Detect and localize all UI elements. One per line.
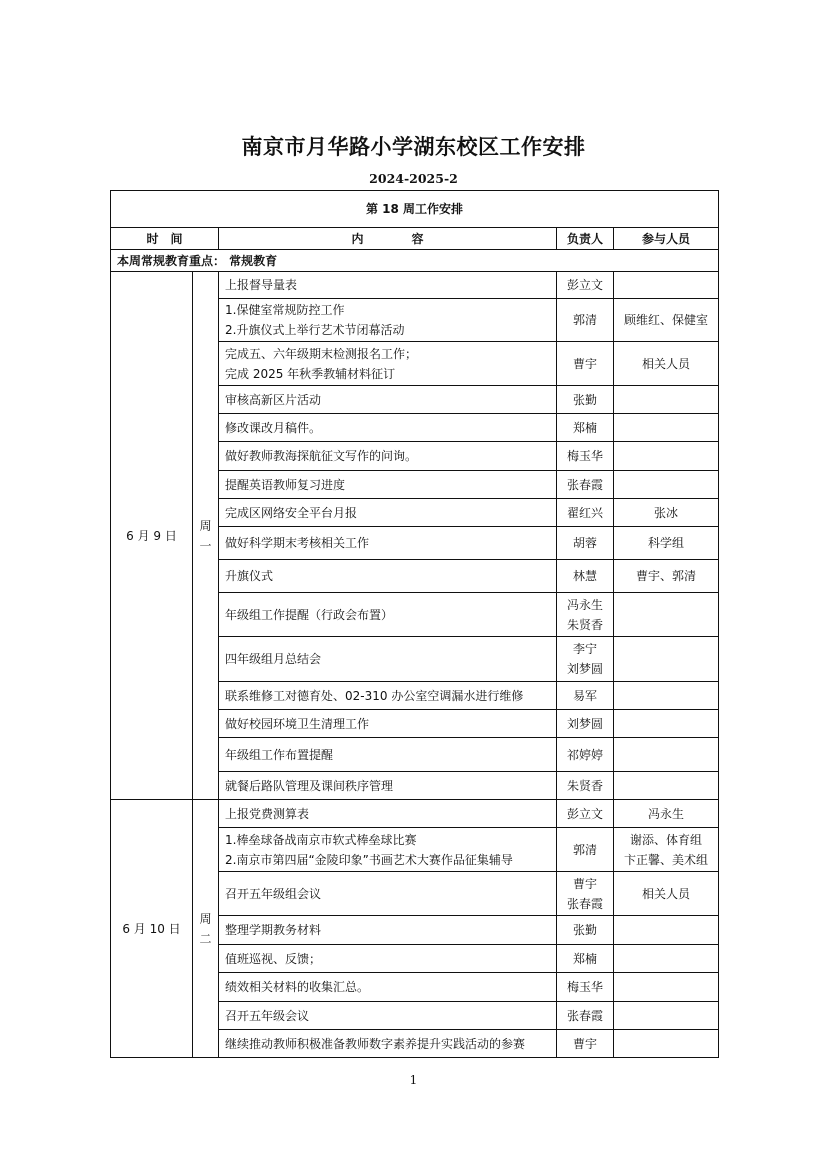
task-content — [219, 499, 557, 527]
owner-name: 郑楠 — [572, 951, 597, 966]
participants-cell — [614, 560, 719, 593]
task-content — [219, 637, 557, 682]
owner-name: 彭立文 — [566, 278, 603, 292]
task-line: 整理学期教务材料 — [225, 923, 322, 937]
task-content — [219, 272, 557, 299]
owner-name: 曹宇 — [572, 1036, 597, 1051]
owner-cell — [557, 828, 614, 872]
owner-name: 郭清 — [572, 842, 597, 857]
participant-entry: 曹宇、郭清 — [636, 569, 697, 583]
task-content — [219, 386, 557, 414]
page-subtitle: 2024-2025-2 — [369, 171, 458, 186]
participants-cell — [614, 710, 719, 738]
owner-cell — [557, 499, 614, 527]
participants-cell — [614, 1002, 719, 1030]
task-content — [219, 828, 557, 872]
owner-name: 翟红兴 — [566, 505, 603, 520]
owner-cell — [557, 738, 614, 772]
owner-name: 胡蓉 — [572, 536, 597, 550]
task-line: 升旗仪式 — [225, 569, 274, 583]
participants-cell — [614, 471, 719, 499]
task-content — [219, 299, 557, 342]
owner-name: 张春霞 — [566, 1008, 603, 1023]
owner-name: 彭立文 — [566, 806, 603, 821]
task-content — [219, 342, 557, 386]
task-content — [219, 527, 557, 560]
participant-entry: 谢添、体育组 — [630, 832, 703, 847]
owner-cell — [557, 342, 614, 386]
owner-name: 张勤 — [572, 392, 597, 407]
task-line: 1.保健室常规防控工作 — [225, 303, 345, 317]
owner-cell — [557, 593, 614, 637]
table-row — [111, 272, 719, 299]
task-content — [219, 945, 557, 973]
owner-cell — [557, 442, 614, 471]
task-line: 完成区网络安全平台月报 — [225, 505, 358, 520]
owner-cell — [557, 299, 614, 342]
participants-cell — [614, 637, 719, 682]
owner-cell — [557, 414, 614, 442]
date-cell: 6 月 10 日 — [111, 800, 193, 1058]
participants-cell — [614, 682, 719, 710]
participants-cell — [614, 527, 719, 560]
weekday-cell — [193, 272, 219, 800]
owner-name: 刘梦圆 — [566, 716, 603, 731]
participants-cell — [614, 945, 719, 973]
task-line: 上报督导量表 — [225, 278, 298, 292]
weekday-char: 周 — [199, 911, 212, 926]
participants-cell — [614, 442, 719, 471]
owner-name: 曹宇 — [572, 356, 597, 371]
task-content — [219, 414, 557, 442]
owner-cell — [557, 1002, 614, 1030]
task-line: 修改课改月稿件。 — [225, 420, 322, 435]
schedule-table — [110, 190, 719, 1058]
header-row — [111, 228, 719, 250]
owner-name: 朱贤香 — [566, 617, 603, 632]
task-line: 做好校园环境卫生清理工作 — [225, 716, 370, 731]
task-line: 就餐后路队管理及课间秩序管理 — [225, 778, 394, 793]
owner-name: 易军 — [572, 688, 597, 703]
owner-name: 朱贤香 — [566, 778, 603, 793]
participants-cell — [614, 738, 719, 772]
participant-entry: 卞正馨、美术组 — [624, 852, 709, 867]
participant-entry: 冯永生 — [648, 806, 685, 821]
owner-name: 梅玉华 — [566, 980, 603, 994]
owner-name: 张春霞 — [566, 896, 603, 911]
owner-name: 郑楠 — [572, 420, 597, 435]
participants-cell — [614, 916, 719, 945]
owner-cell — [557, 682, 614, 710]
owner-name: 张勤 — [572, 923, 597, 937]
owner-cell — [557, 560, 614, 593]
owner-name: 曹宇 — [572, 876, 597, 891]
task-line: 做好科学期末考核相关工作 — [225, 536, 370, 550]
task-line: 完成五、六年级期末检测报名工作； — [225, 346, 418, 361]
task-content — [219, 1030, 557, 1058]
date-cell: 6 月 9 日 — [111, 272, 193, 800]
owner-cell — [557, 527, 614, 560]
task-content — [219, 916, 557, 945]
task-line: 联系维修工对德育处、02-310 办公室空调漏水进行维修 — [225, 688, 524, 703]
participants-cell — [614, 872, 719, 916]
task-line: 绩效相关材料的收集汇总。 — [225, 980, 370, 994]
header-time: 时 间 — [111, 228, 219, 250]
participant-entry: 相关人员 — [642, 356, 691, 371]
weekday-cell — [193, 800, 219, 1058]
owner-cell — [557, 637, 614, 682]
task-line: 提醒英语教师复习进度 — [225, 477, 346, 492]
participants-cell — [614, 1030, 719, 1058]
task-line: 2.南京市第四届“金陵印象”书画艺术大赛作品征集辅导 — [225, 852, 513, 867]
week-title: 第 18 周工作安排 — [111, 191, 719, 228]
task-line: 召开五年级组会议 — [225, 886, 322, 901]
owner-cell — [557, 800, 614, 828]
participants-cell — [614, 772, 719, 800]
participants-cell — [614, 386, 719, 414]
task-line: 做好教师教海探航征文写作的问询。 — [225, 449, 418, 463]
owner-name: 祁婷婷 — [566, 747, 603, 762]
participant-entry: 顾维红、保健室 — [624, 313, 709, 327]
task-line: 召开五年级会议 — [225, 1008, 310, 1023]
owner-name: 刘梦圆 — [566, 662, 603, 676]
header-participants: 参与人员 — [614, 228, 719, 250]
task-line: 完成 2025 年秋季教辅材料征订 — [225, 366, 396, 381]
owner-cell — [557, 973, 614, 1002]
owner-name: 林慧 — [572, 569, 597, 583]
participants-cell — [614, 973, 719, 1002]
task-content — [219, 872, 557, 916]
owner-name: 张春霞 — [566, 477, 603, 492]
header-content: 内 容 — [219, 228, 557, 250]
participant-entry: 科学组 — [648, 536, 685, 550]
task-line: 四年级组月总结会 — [225, 652, 322, 666]
participants-cell — [614, 342, 719, 386]
weekday-char: 二 — [199, 931, 212, 946]
task-line: 年级组工作布置提醒 — [225, 747, 334, 762]
table-row — [111, 800, 719, 828]
task-content — [219, 772, 557, 800]
page-number: 1 — [409, 1073, 418, 1087]
owner-cell — [557, 916, 614, 945]
participant-entry: 张冰 — [654, 505, 679, 520]
participants-cell — [614, 272, 719, 299]
page-title: 南京市月华路小学湖东校区工作安排 — [241, 135, 586, 159]
header-owner: 负责人 — [557, 228, 614, 250]
owner-cell — [557, 710, 614, 738]
focus-row — [111, 250, 719, 272]
week-title-row — [111, 191, 719, 228]
participants-cell — [614, 800, 719, 828]
task-content — [219, 710, 557, 738]
task-content — [219, 1002, 557, 1030]
task-content — [219, 471, 557, 499]
task-content — [219, 442, 557, 471]
participants-cell — [614, 499, 719, 527]
owner-name: 李宁 — [572, 642, 597, 656]
task-content — [219, 593, 557, 637]
task-content — [219, 560, 557, 593]
weekly-focus: 本周常规教育重点： 常规教育 — [111, 250, 719, 272]
participants-cell — [614, 414, 719, 442]
participants-cell — [614, 828, 719, 872]
owner-name: 郭清 — [572, 313, 597, 327]
task-content — [219, 738, 557, 772]
task-line: 审核高新区片活动 — [225, 392, 322, 407]
task-line: 1.棒垒球备战南京市软式棒垒球比赛 — [225, 832, 417, 847]
owner-name: 梅玉华 — [566, 449, 603, 463]
task-line: 上报党费测算表 — [225, 806, 310, 821]
task-content — [219, 800, 557, 828]
owner-cell — [557, 1030, 614, 1058]
owner-cell — [557, 872, 614, 916]
owner-cell — [557, 945, 614, 973]
task-line: 继续推动教师积极准备教师数字素养提升实践活动的参赛 — [225, 1036, 526, 1051]
owner-cell — [557, 386, 614, 414]
participants-cell — [614, 593, 719, 637]
task-line: 2.升旗仪式上举行艺术节闭幕活动 — [225, 323, 405, 337]
weekday-char: 周 — [199, 518, 212, 533]
participant-entry: 相关人员 — [642, 886, 691, 901]
owner-name: 冯永生 — [566, 597, 603, 612]
task-line: 年级组工作提醒（行政会布置） — [225, 607, 394, 622]
task-content — [219, 973, 557, 1002]
participants-cell — [614, 299, 719, 342]
task-content — [219, 682, 557, 710]
weekday-char: 一 — [199, 538, 212, 553]
owner-cell — [557, 471, 614, 499]
owner-cell — [557, 772, 614, 800]
task-line: 值班巡视、反馈； — [225, 951, 322, 966]
owner-cell — [557, 272, 614, 299]
